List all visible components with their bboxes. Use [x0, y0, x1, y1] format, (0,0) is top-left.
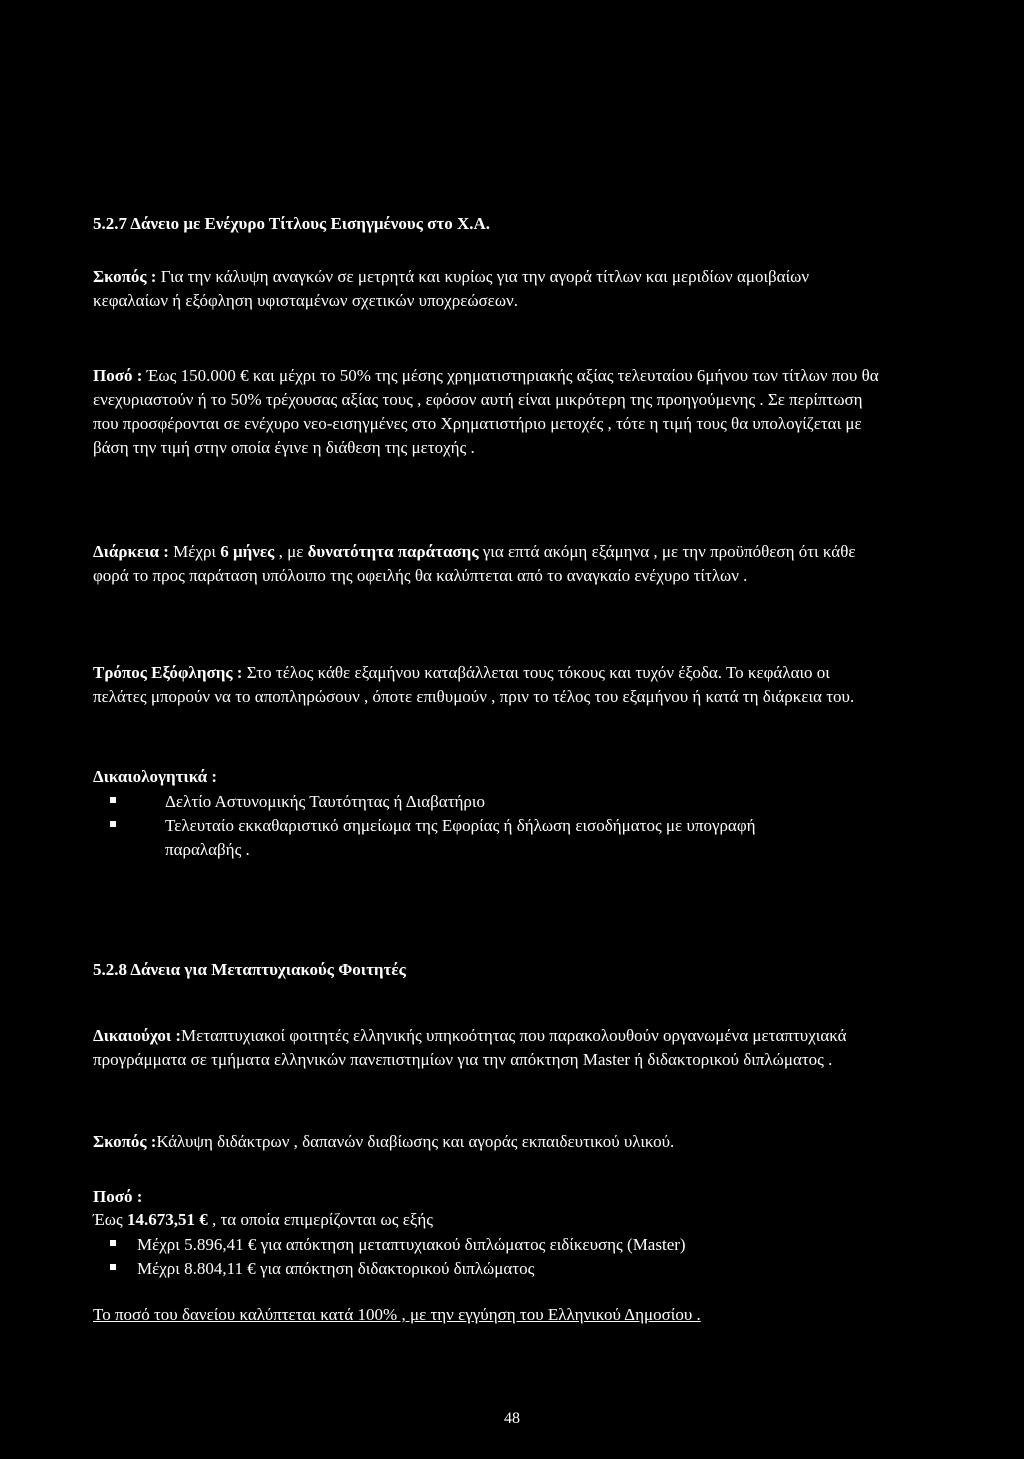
section-527-amount: [93, 364, 888, 460]
purpose-text: Για την κάλυψη αναγκών σε μετρητά και κυρίως για την αγορά τίτλων και μεριδίων αμοιβαίων κεφαλαίων ή εξόφληση υφισταμένων σχετικών υποχρεώσεων.: [93, 267, 810, 310]
section-527-purpose: [93, 265, 883, 313]
duration-text-1: Μέχρι: [168, 542, 221, 561]
repayment-text: Στο τέλος κάθε εξαμήνου καταβάλλεται τους τόκους και τυχόν έξοδα. Το κεφάλαιο οι πελάτες μπορούν να το αποπληρώσουν , όποτε επιθυμούν , πριν το τέλος του εξαμήνου ή κατά τη διάρκεια του.: [93, 663, 855, 706]
bullet-square-icon: [110, 821, 116, 827]
list-item: Μέχρι 8.804,11 € για απόκτηση διδακτορικού διπλώματος: [110, 1257, 910, 1281]
section-528-guarantee: Το ποσό του δανείου καλύπτεται κατά 100% , με την εγγύηση του Ελληνικού Δημοσίου .: [93, 1305, 701, 1324]
duration-label: Διάρκεια :: [93, 542, 169, 561]
duration-extension: δυνατότητα παράτασης: [307, 542, 479, 561]
amount-text: Έως 150.000 € και μέχρι το 50% της μέσης χρηματιστηριακής αξίας τελευταίου 6μήνου των τίτλων που θα ενεχυριαστούν ή το 50% τρέχουσας αξίας τους , εφόσον αυτή είναι μικρότερη της προηγούμενης . Σε περίπτωση που προσφέρονται σε ενέχυρο νεο-εισηγμένες στο Χρηματιστήριο μετοχές , τότε η τιμή τους θα υπολογίζεται με βάση την τιμή στην οποία έγινε η διάθεση της μετοχής .: [93, 366, 879, 457]
amount-items-list: [110, 1233, 910, 1281]
amount-value: 14.673,51 €: [126, 1210, 208, 1229]
documents-label: Δικαιολογητικά :: [93, 767, 218, 786]
bullet-square-icon: [110, 1240, 116, 1246]
section-527-repayment: [93, 661, 883, 709]
section-528-amount: [93, 1208, 893, 1232]
duration-text-3: για επτά ακόμη εξάμηνα , με την προϋπόθεση ότι κάθε φορά το προς παράταση υπόλοιπο της οφειλής θα καλύπτεται από το αναγκαίο ενέχυρο τίτλων .: [93, 542, 856, 585]
eligible-text: Μεταπτυχιακοί φοιτητές ελληνικής υπηκοότητας που παρακολουθούν οργανωμένα μεταπτυχιακά προγράμματα σε τμήματα ελληνικών πανεπιστημίων για την απόκτηση Master ή διδακτορικού διπλώματος .: [93, 1026, 847, 1069]
section-528-eligible: [93, 1024, 883, 1072]
duration-months: 6 μήνες: [220, 542, 275, 561]
amount-prefix: Έως: [93, 1210, 127, 1229]
amount-suffix: , τα οποία επιμερίζονται ως εξής: [207, 1210, 434, 1229]
purpose-text: Κάλυψη διδάκτρων , δαπανών διαβίωσης και αγοράς εκπαιδευτικού υλικού.: [156, 1132, 675, 1151]
section-528-title: 5.2.8 Δάνεια για Μεταπτυχιακούς Φοιτητές: [93, 960, 406, 979]
purpose-label: Σκοπός :: [93, 267, 157, 286]
bullet-square-icon: [110, 797, 116, 803]
repayment-label: Τρόπος Εξόφλησης :: [93, 663, 243, 682]
list-item: Δελτίο Αστυνομικής Ταυτότητας ή Διαβατήριο: [110, 790, 830, 814]
list-item: Τελευταίο εκκαθαριστικό σημείωμα της Εφορίας ή δήλωση εισοδήματος με υπογραφή παραλαβής .: [110, 814, 830, 862]
purpose-label: Σκοπός :: [93, 1132, 157, 1151]
eligible-label: Δικαιούχοι :: [93, 1026, 182, 1045]
page-number: 48: [504, 1410, 520, 1427]
section-527-duration: [93, 540, 883, 588]
section-528-amount-label: Ποσό :: [93, 1187, 143, 1206]
amount-label: Ποσό :: [93, 366, 143, 385]
section-527-title: 5.2.7 Δάνειο με Ενέχυρο Τίτλους Εισηγμένους στο Χ.Α.: [93, 214, 491, 233]
list-item: Μέχρι 5.896,41 € για απόκτηση μεταπτυχιακού διπλώματος ειδίκευσης (Master): [110, 1233, 910, 1257]
duration-text-2: , με: [274, 542, 308, 561]
documents-list: [110, 790, 830, 862]
section-528-purpose: [93, 1130, 893, 1154]
bullet-square-icon: [110, 1264, 116, 1270]
